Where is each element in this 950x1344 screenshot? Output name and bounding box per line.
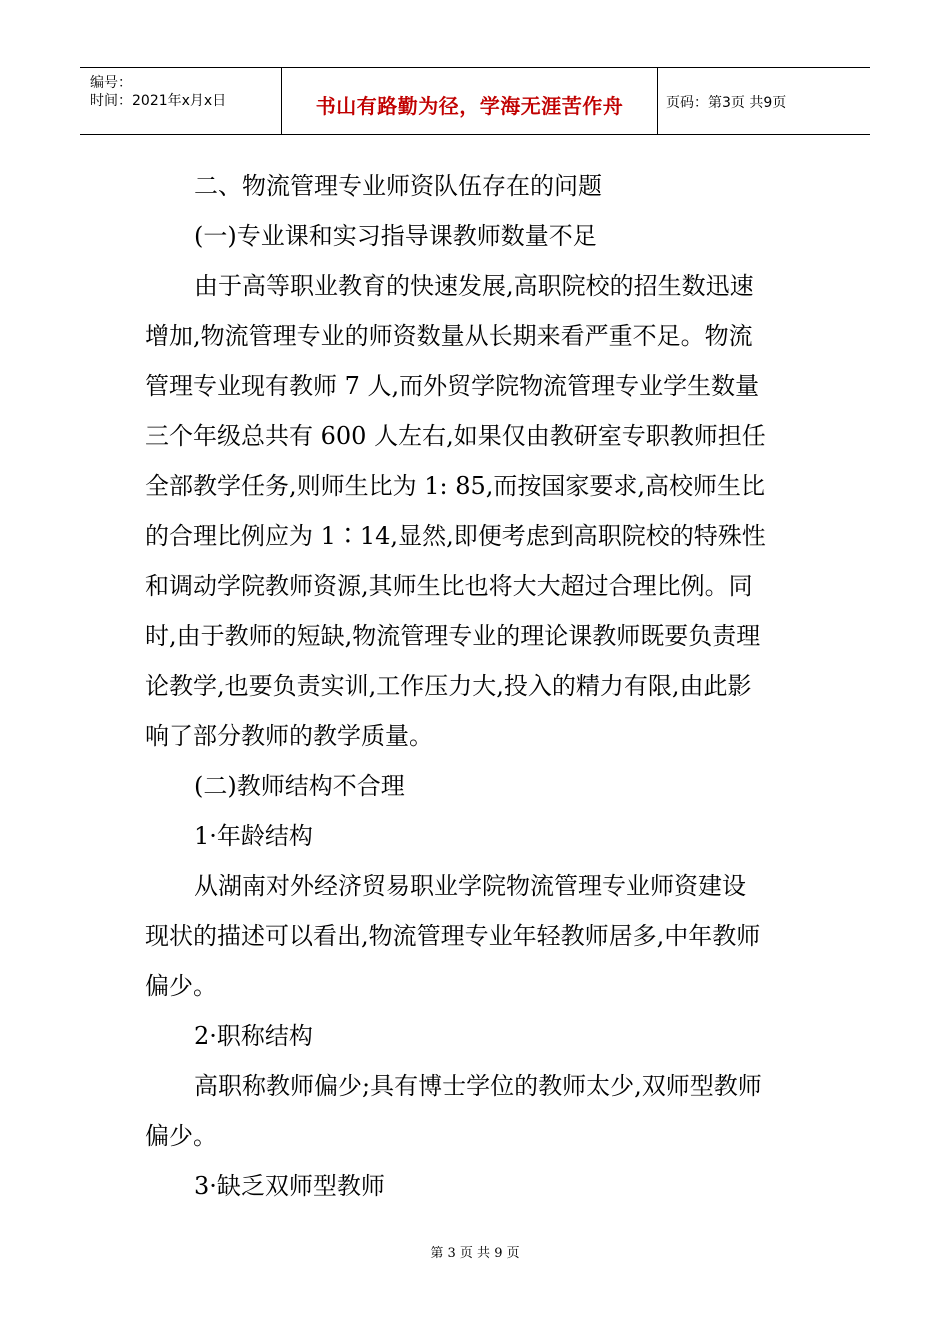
subsection-heading: (二)教师结构不合理 xyxy=(194,772,405,800)
paragraph-line: 增加,物流管理专业的师资数量从长期来看严重不足。物流 xyxy=(145,322,753,350)
paragraph-line: 全部教学任务,则师生比为 1: 85,而按国家要求,高校师生比 xyxy=(145,472,766,500)
header-left-cell xyxy=(80,68,282,134)
header-page-label: 页码：第3页 共9页 xyxy=(666,95,787,111)
document-time-label: 时间：2021年x月x日 xyxy=(90,93,227,109)
paragraph-line: 由于高等职业教育的快速发展,高职院校的招生数迅速 xyxy=(194,272,754,300)
paragraph-line: 响了部分教师的教学质量。 xyxy=(145,722,433,750)
section-heading: 二、物流管理专业师资队伍存在的问题 xyxy=(194,172,602,200)
header-motto: 书山有路勤为径，学海无涯苦作舟 xyxy=(315,94,624,118)
item-heading: 2·职称结构 xyxy=(194,1022,313,1050)
paragraph-line: 论教学,也要负责实训,工作压力大,投入的精力有限,由此影 xyxy=(145,672,752,700)
paragraph-line: 的合理比例应为 1∶14,显然,即便考虑到高职院校的特殊性 xyxy=(145,522,766,550)
paragraph-line: 高职称教师偏少;具有博士学位的教师太少,双师型教师 xyxy=(194,1072,762,1100)
page-footer: 第 3 页 共 9 页 xyxy=(430,1246,520,1261)
paragraph-line: 三个年级总共有 600 人左右,如果仅由教研室专职教师担任 xyxy=(145,422,766,450)
document-number-label: 编号： xyxy=(90,75,132,91)
paragraph-line: 和调动学院教师资源,其师生比也将大大超过合理比例。同 xyxy=(145,572,753,600)
paragraph-line: 管理专业现有教师 7 人,而外贸学院物流管理专业学生数量 xyxy=(145,372,760,400)
paragraph-line: 时,由于教师的短缺,物流管理专业的理论课教师既要负责理 xyxy=(145,622,761,650)
paragraph-line: 偏少。 xyxy=(145,1122,217,1150)
page-header xyxy=(80,67,870,135)
paragraph-line: 从湖南对外经济贸易职业学院物流管理专业师资建设 xyxy=(194,872,746,900)
header-middle-cell xyxy=(282,68,658,134)
subsection-heading: (一)专业课和实习指导课教师数量不足 xyxy=(194,222,597,250)
paragraph-line: 现状的描述可以看出,物流管理专业年轻教师居多,中年教师 xyxy=(145,922,761,950)
paragraph-line: 偏少。 xyxy=(145,972,217,1000)
item-heading: 1·年龄结构 xyxy=(194,822,313,850)
header-right-cell xyxy=(658,68,870,134)
item-heading: 3·缺乏双师型教师 xyxy=(194,1172,385,1200)
